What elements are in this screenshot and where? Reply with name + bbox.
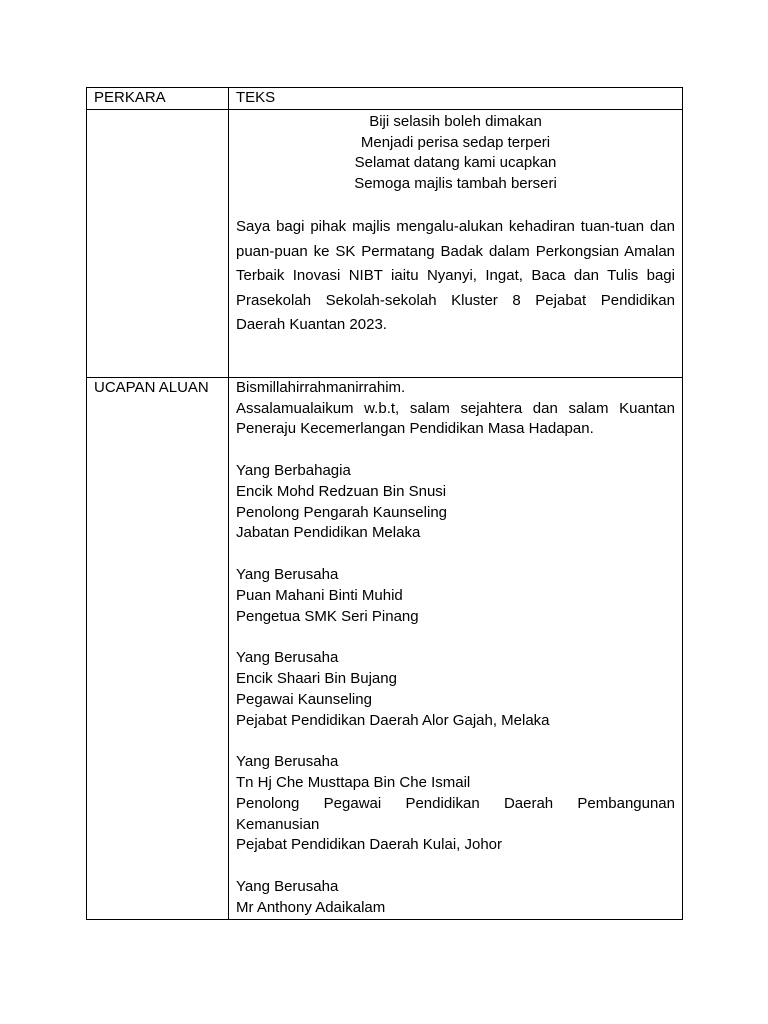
guest-name: Puan Mahani Binti Muhid	[236, 586, 403, 604]
header-perkara: PERKARA	[87, 88, 229, 110]
opening-line: Bismillahirrahmanirrahim.	[236, 378, 406, 396]
pantun-line: Selamat datang kami ucapkan	[354, 154, 557, 172]
guest-block	[236, 648, 675, 731]
guest-block	[236, 877, 675, 919]
pantun-verse	[236, 112, 675, 195]
header-teks: TEKS	[229, 88, 683, 110]
opening-line: Assalamualaikum w.b.t, salam sejahtera dan salam Kuantan	[236, 399, 675, 417]
teks-cell-pantun	[229, 109, 683, 377]
guest-name: Tn Hj Che Musttapa Bin Che Ismail	[236, 773, 471, 791]
teks-cell-ucapan	[229, 377, 683, 919]
guest-title: Pegawai Kaunseling	[236, 690, 372, 708]
guest-salutation: Yang Berusaha	[236, 753, 339, 771]
guest-block	[236, 565, 675, 627]
guest-block	[236, 461, 675, 544]
guest-title: Penolong Pengarah Kaunseling	[236, 503, 448, 521]
pantun-line: Semoga majlis tambah berseri	[354, 175, 557, 193]
pantun-line: Menjadi perisa sedap terperi	[360, 133, 551, 151]
guest-name: Encik Shaari Bin Bujang	[236, 669, 397, 687]
guest-title: Penolong Pegawai Pendidikan Daerah Pembangunan	[236, 794, 675, 812]
guest-title: Pengetua SMK Seri Pinang	[236, 607, 419, 625]
guest-name: Encik Mohd Redzuan Bin Snusi	[236, 482, 447, 500]
perkara-cell-empty	[87, 109, 229, 377]
guest-salutation: Yang Berusaha	[236, 565, 339, 583]
guest-office: Jabatan Pendidikan Melaka	[236, 524, 421, 542]
guest-block	[236, 752, 675, 856]
pantun-line: Biji selasih boleh dimakan	[369, 112, 542, 130]
table-row	[87, 109, 683, 377]
welcome-paragraph: Saya bagi pihak majlis mengalu-alukan kehadiran tuan-tuan dan puan-puan ke SK Permatang Badak dalam Perkongsian Amalan Terbaik Inovasi NIBT iaitu Nyanyi, Ingat, Baca dan Tulis bagi Prasekolah Sekolah-sekolah Kluster 8 Pejabat Pendidikan Daerah Kuantan 2023.	[236, 217, 675, 334]
speech-script-table	[86, 87, 683, 920]
guest-name: Mr Anthony Adaikalam	[236, 898, 386, 916]
table-header-row	[87, 88, 683, 110]
guest-salutation: Yang Berusaha	[236, 877, 339, 895]
perkara-cell-ucapan-aluan: UCAPAN ALUAN	[87, 377, 229, 919]
guest-title-continued: Kemanusian	[236, 815, 320, 833]
guest-office: Pejabat Pendidikan Daerah Alor Gajah, Melaka	[236, 711, 550, 729]
guest-office: Pejabat Pendidikan Daerah Kulai, Johor	[236, 836, 503, 854]
guest-salutation: Yang Berusaha	[236, 649, 339, 667]
opening-greeting	[236, 378, 675, 440]
guest-salutation: Yang Berbahagia	[236, 461, 351, 479]
opening-line: Peneraju Kecemerlangan Pendidikan Masa Hadapan.	[236, 420, 594, 438]
table-row	[87, 377, 683, 919]
